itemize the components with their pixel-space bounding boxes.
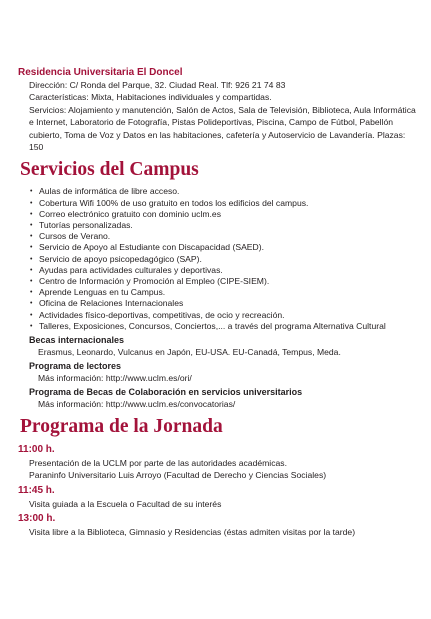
bullet-icon: • xyxy=(30,322,33,330)
bullet-icon: • xyxy=(30,210,33,218)
residencia-services: Servicios: Alojamiento y manutención, Salón de Actos, Sala de Televisión, Biblioteca, Aula Informática e Internet, Laboratorio de Fotografía, Pistas Polideportivas, Piscina, Campo de Fútbol, Pabellón cubierto, Toma de Voz y Datos en las habitaciones, cafetería y Autoservicio de Lavandería. Plazas: 150 xyxy=(29,104,416,153)
list-item: • Aprende Lenguas en tu Campus. xyxy=(30,287,166,298)
list-item: • Ayudas para actividades culturales y deportivas. xyxy=(30,264,223,275)
bullet-icon: • xyxy=(30,311,33,319)
residencia-features: Características: Mixta, Habitaciones individuales y compartidas. xyxy=(29,92,272,103)
slot-line: Visita libre a la Biblioteca, Gimnasio y Residencias (éstas admiten visitas por la tarde) xyxy=(29,527,356,538)
residencia-block xyxy=(18,66,418,153)
bullet-icon: • xyxy=(30,289,33,297)
becas-text: Erasmus, Leonardo, Vulcanus en Japón, EU-USA. EU-Canadá, Tempus, Meda. xyxy=(38,347,341,358)
list-item: • Servicio de apoyo psicopedagógico (SAP). xyxy=(30,253,202,264)
list-item: • Cursos de Verano. xyxy=(30,231,111,242)
slot-line: Paraninfo Universitario Luis Arroyo (Facultad de Derecho y Ciencias Sociales) xyxy=(29,470,327,481)
list-item: • Oficina de Relaciones Internacionales xyxy=(30,298,184,309)
slot-line: Visita guiada a la Escuela o Facultad de su interés xyxy=(29,498,222,509)
list-item: • Actividades físico-deportivas, competitivas, de ocio y recreación. xyxy=(30,309,285,320)
bullet-icon: • xyxy=(30,255,33,263)
slot-time: 11:45 h. xyxy=(18,484,55,496)
jornada-section-title: Programa de la Jornada xyxy=(20,416,223,438)
residencia-title: Residencia Universitaria El Doncel xyxy=(18,67,183,78)
colaboracion-text: Más información: http://www.uclm.es/convocatorias/ xyxy=(38,399,236,410)
list-item: • Tutorías personalizadas. xyxy=(30,220,133,231)
list-item: • Talleres, Exposiciones, Concursos, Conciertos,... a través del programa Alternativa Cultural xyxy=(30,320,386,331)
list-item: • Servicio de Apoyo al Estudiante con Discapacidad (SAED). xyxy=(30,242,264,253)
residencia-address: Dirección: C/ Ronda del Parque, 32. Ciudad Real. Tlf: 926 21 74 83 xyxy=(29,80,286,90)
becas-title: Becas internacionales xyxy=(29,335,125,346)
slot-time: 11:00 h. xyxy=(18,444,55,456)
colaboracion-title: Programa de Becas de Colaboración en servicios universitarios xyxy=(29,387,303,398)
list-item: • Correo electrónico gratuito con dominio uclm.es xyxy=(30,208,221,219)
jornada-slot xyxy=(18,512,418,538)
list-item: • Centro de Información y Promoción al Empleo (CIPE-SIEM). xyxy=(30,276,270,287)
bullet-icon: • xyxy=(30,300,33,308)
bullet-icon: • xyxy=(30,278,33,286)
jornada-slot xyxy=(18,443,418,482)
jornada-slot xyxy=(18,484,418,510)
lectores-text: Más información: http://www.uclm.es/ori/ xyxy=(38,373,192,384)
list-item: • Cobertura Wifi 100% de uso gratuito en todos los edificios del campus. xyxy=(30,197,309,208)
slot-time: 13:00 h. xyxy=(18,513,56,525)
bullet-icon: • xyxy=(30,266,33,274)
bullet-icon: • xyxy=(30,188,33,196)
lectores-title: Programa de lectores xyxy=(29,361,122,372)
bullet-icon: • xyxy=(30,244,33,252)
slot-line: Presentación de la UCLM por parte de las autoridades académicas. xyxy=(29,458,287,469)
bullet-icon: • xyxy=(30,222,33,230)
bullet-icon: • xyxy=(30,199,33,207)
campus-section-title: Servicios del Campus xyxy=(20,159,199,181)
document-page xyxy=(18,66,418,539)
list-item: • Aulas de informática de libre acceso. xyxy=(30,186,180,197)
bullet-icon: • xyxy=(30,233,33,241)
campus-services-list xyxy=(18,186,418,332)
